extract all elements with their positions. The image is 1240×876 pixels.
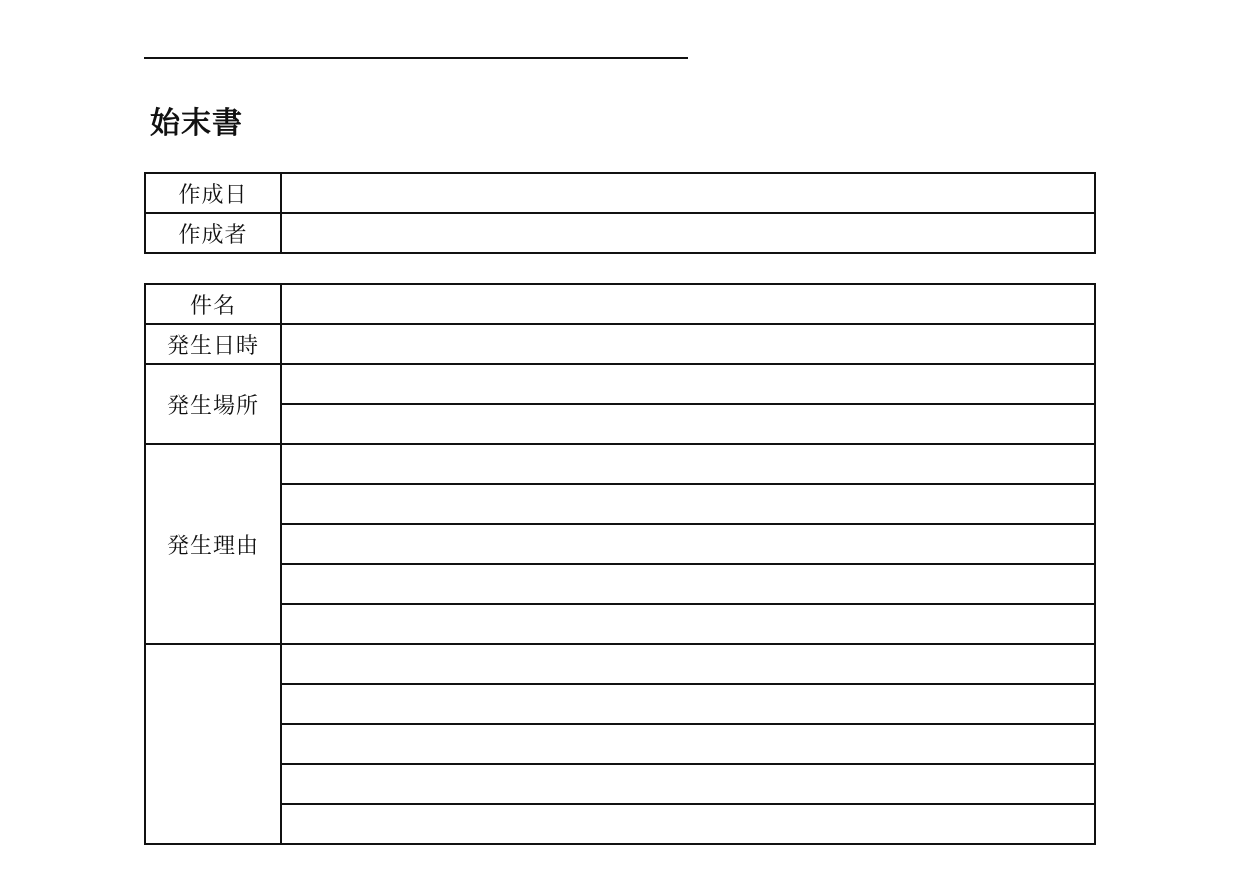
table-row [145, 644, 1095, 684]
document-title: 始末書 [150, 106, 243, 141]
table-row [145, 684, 1095, 724]
created-date-field[interactable] [281, 173, 1095, 213]
table-row [145, 484, 1095, 524]
table-row [145, 324, 1095, 364]
reason-line-1[interactable] [281, 444, 1095, 484]
location-line-1[interactable] [281, 364, 1095, 404]
reason-label: 発生理由 [145, 444, 281, 644]
subject-field[interactable] [281, 284, 1095, 324]
reason-line-4[interactable] [281, 564, 1095, 604]
table-row [145, 524, 1095, 564]
table-row [145, 213, 1095, 253]
continued-line-2[interactable] [281, 684, 1095, 724]
occurred-at-field[interactable] [281, 324, 1095, 364]
table-row [145, 404, 1095, 444]
continued-line-4[interactable] [281, 764, 1095, 804]
continued-line-1[interactable] [281, 644, 1095, 684]
table-row [145, 724, 1095, 764]
reason-line-5[interactable] [281, 604, 1095, 644]
author-label: 作成者 [145, 213, 281, 253]
reason-line-2[interactable] [281, 484, 1095, 524]
meta-info-table [144, 172, 1096, 254]
occurred-at-label: 発生日時 [145, 324, 281, 364]
table-row [145, 564, 1095, 604]
table-row [145, 364, 1095, 404]
table-row [145, 444, 1095, 484]
continued-line-3[interactable] [281, 724, 1095, 764]
table-row [145, 284, 1095, 324]
author-field[interactable] [281, 213, 1095, 253]
created-date-label: 作成日 [145, 173, 281, 213]
table-row [145, 604, 1095, 644]
location-line-2[interactable] [281, 404, 1095, 444]
reason-line-3[interactable] [281, 524, 1095, 564]
incident-detail-table [144, 283, 1096, 845]
table-row [145, 764, 1095, 804]
name-signature-line [144, 57, 688, 59]
table-row [145, 804, 1095, 844]
continued-section-label [145, 644, 281, 844]
table-row [145, 173, 1095, 213]
subject-label: 件名 [145, 284, 281, 324]
location-label: 発生場所 [145, 364, 281, 444]
continued-line-5[interactable] [281, 804, 1095, 844]
